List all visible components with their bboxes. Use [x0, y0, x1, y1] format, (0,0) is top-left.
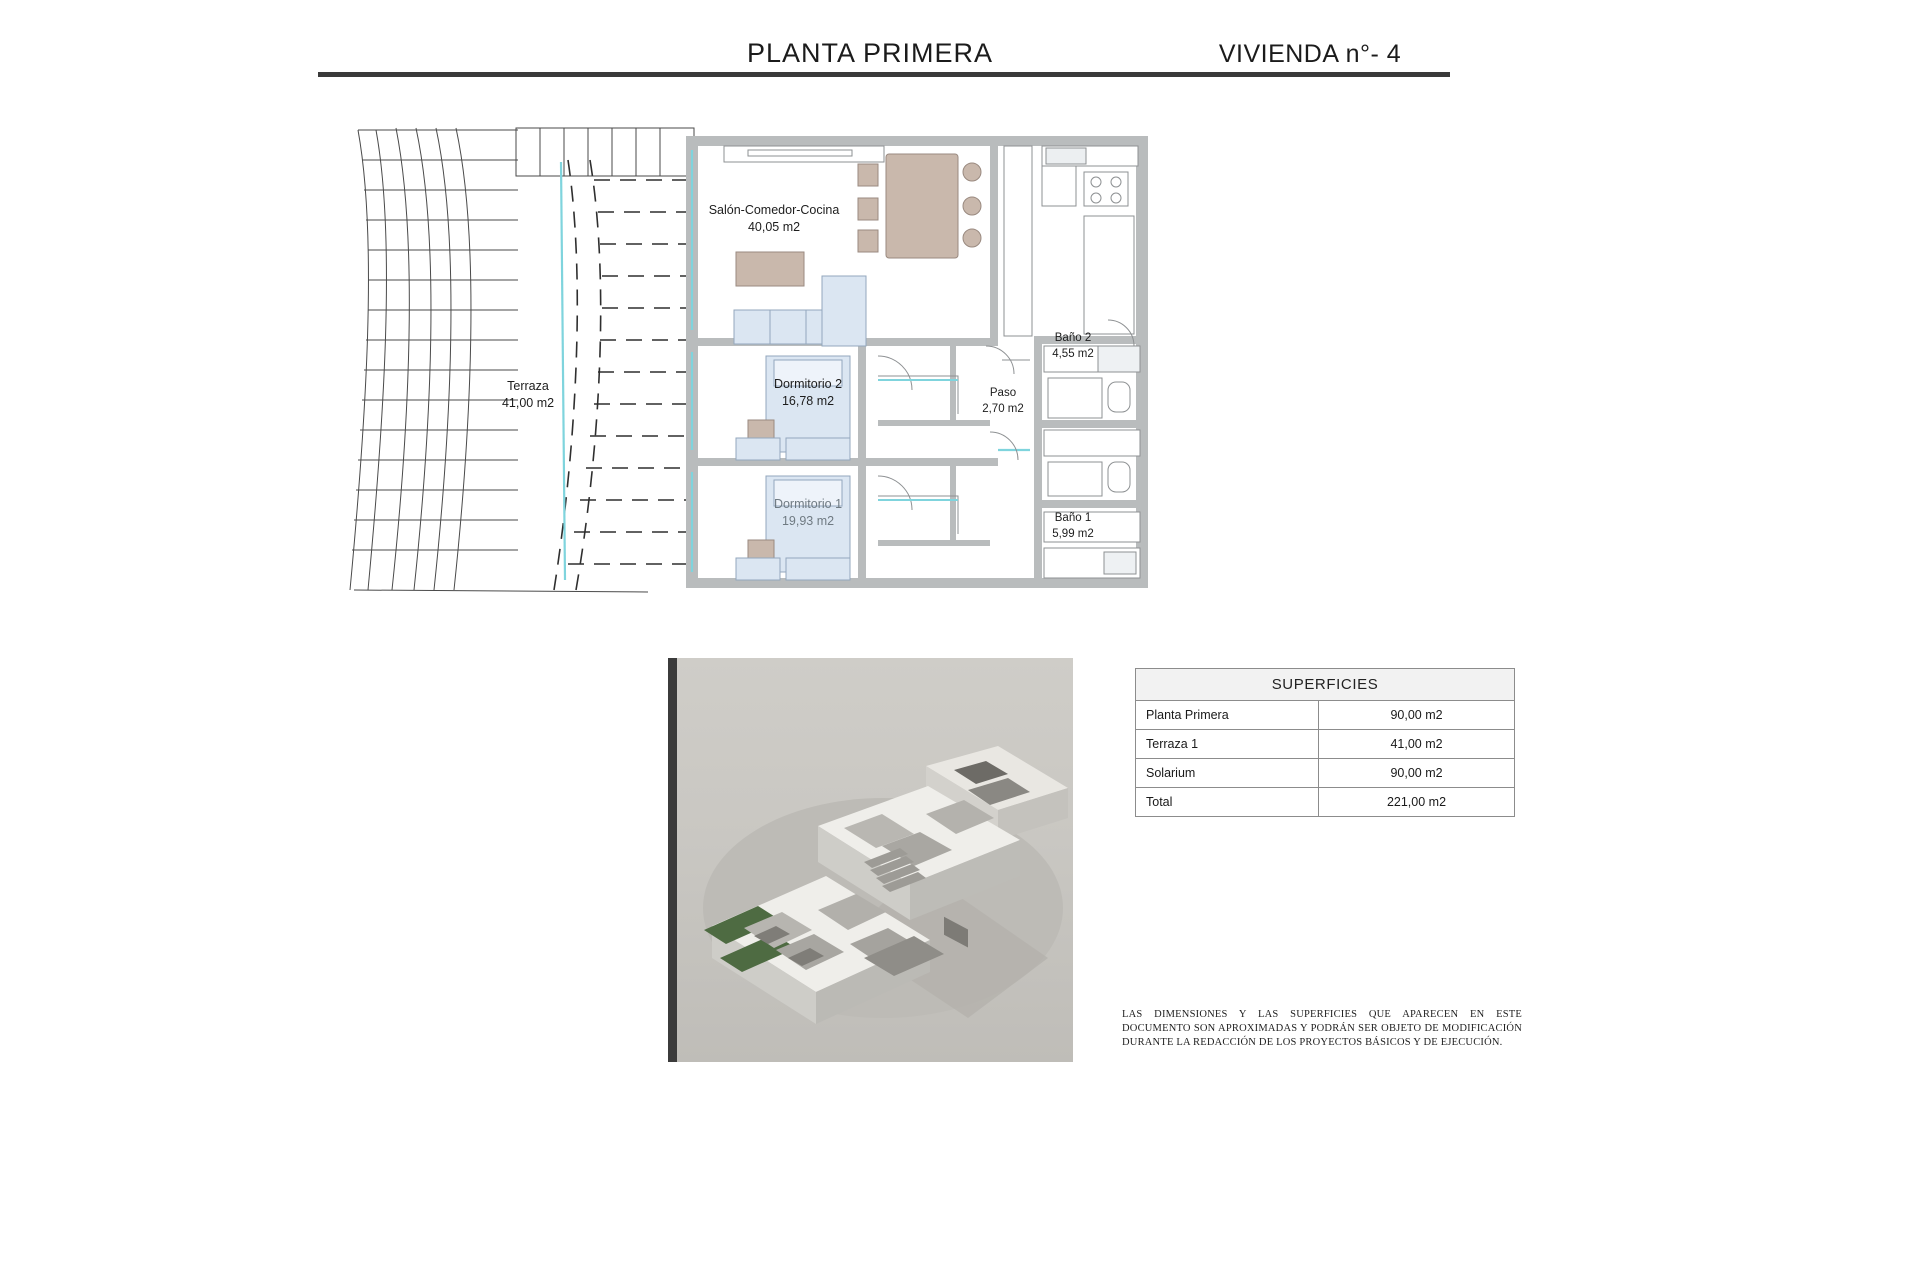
- unit-title: VIVIENDA n°- 4: [1218, 40, 1402, 68]
- terrain-contours: [350, 128, 648, 592]
- room-label-dormitorio2: Dormitorio 2 16,78 m2: [773, 377, 843, 408]
- room-label-paso: Paso 2,70 m2: [982, 387, 1024, 415]
- table-cell-label: Terraza 1: [1136, 730, 1319, 758]
- header-divider: [318, 72, 1450, 77]
- table-cell-value: 41,00 m2: [1390, 737, 1443, 751]
- room-label-bano2: Baño 2 4,55 m2: [1052, 332, 1094, 360]
- plan-svg: [318, 120, 1458, 620]
- render-svg: [668, 658, 1073, 1062]
- building-3d-render: [668, 658, 1073, 1062]
- table-row: [1136, 759, 1514, 788]
- bath-mid-fixtures: [1044, 430, 1140, 496]
- surfaces-table: [1135, 668, 1515, 817]
- room-label-terraza: Terraza 41,00 m2: [501, 379, 555, 410]
- stair-top: [516, 128, 694, 176]
- table-cell-label: Planta Primera: [1136, 701, 1319, 729]
- room-label-bano1: Baño 1 5,99 m2: [1052, 512, 1094, 540]
- floor-plan-drawing: [318, 120, 1458, 620]
- table-cell-value: 90,00 m2: [1390, 708, 1443, 722]
- room-label-dormitorio1: Dormitorio 1 19,93 m2: [773, 497, 843, 528]
- page-title: PLANTA PRIMERA: [746, 38, 994, 68]
- table-cell-label: Total: [1136, 788, 1319, 816]
- table-row: [1136, 730, 1514, 759]
- surfaces-table-title: SUPERFICIES: [1136, 669, 1514, 701]
- table-row: [1136, 701, 1514, 730]
- render-left-strip: [668, 658, 677, 1062]
- table-row: [1136, 788, 1514, 816]
- table-cell-value: 90,00 m2: [1390, 766, 1443, 780]
- disclaimer-text: LAS DIMENSIONES Y LAS SUPERFICIES QUE APARECEN EN ESTE DOCUMENTO SON APROXIMADAS Y PODRÁN SER OBJETO DE MODIFICACIÓN DURANTE LA REDACCIÓN DE LOS PROYECTOS BÁSICOS Y DE EJECUCIÓN.: [1122, 1009, 1522, 1048]
- room-label-salon: Salón-Comedor-Cocina 40,05 m2: [708, 203, 840, 234]
- table-cell-value: 221,00 m2: [1386, 795, 1447, 809]
- table-cell-label: Solarium: [1136, 759, 1319, 787]
